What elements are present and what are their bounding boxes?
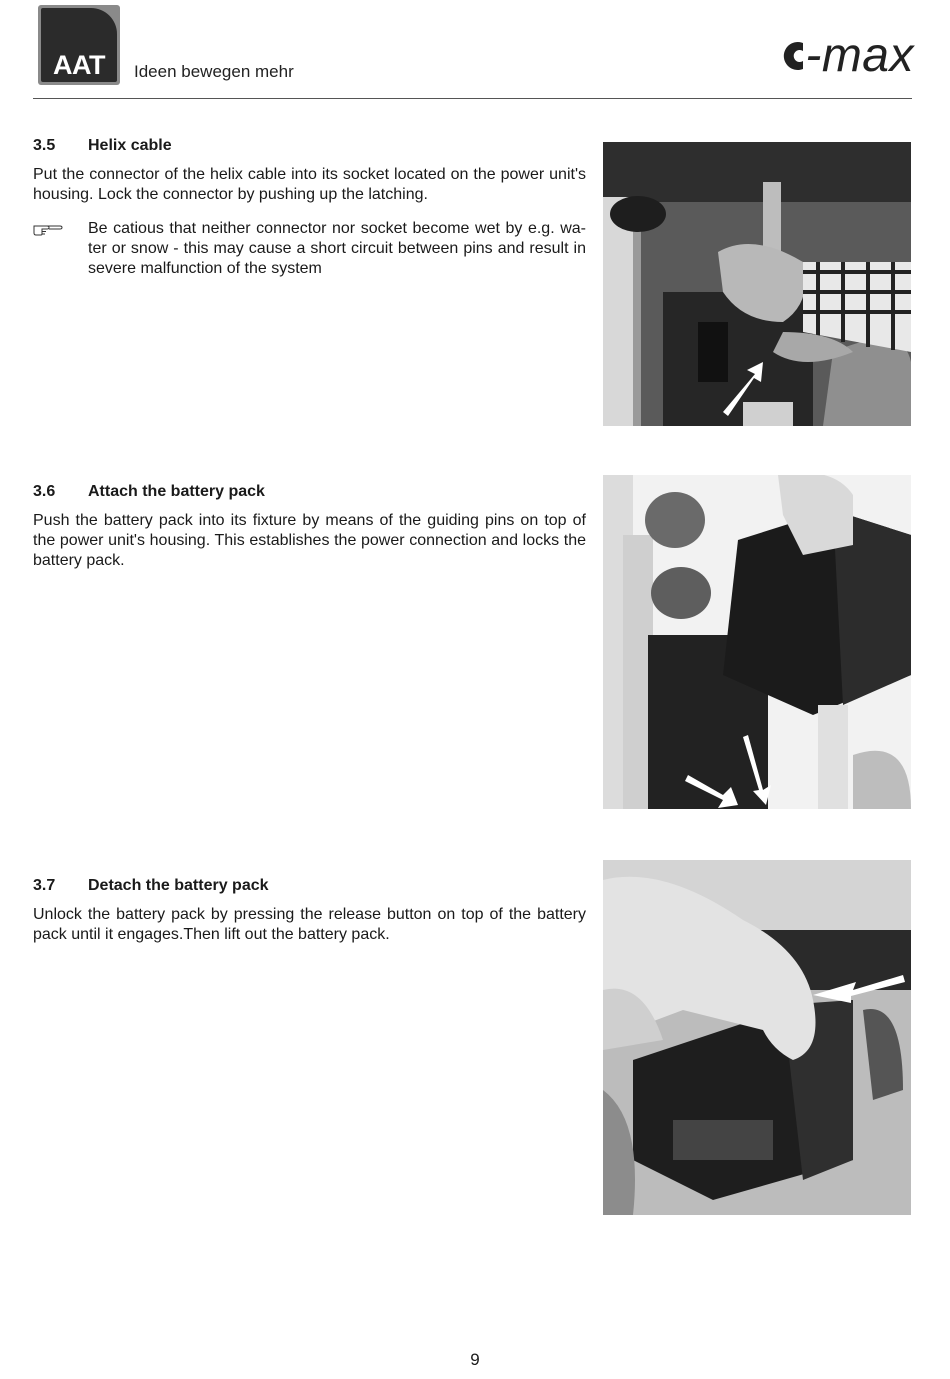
section-heading [33, 137, 586, 155]
section-attach-battery [33, 483, 586, 571]
brand-text: -max [805, 29, 914, 82]
header-divider [33, 98, 912, 99]
section-body: Put the connector of the helix cable into its socket located on the power unit's housing. Lock the connector by pushing up the latching. [33, 166, 586, 203]
section-title: Detach the battery pack [88, 877, 269, 894]
section-number: 3.6 [33, 483, 56, 500]
photo-helix-cable [603, 142, 911, 426]
page-number: 9 [470, 1350, 480, 1369]
brand-logo [779, 30, 914, 82]
section-heading [33, 877, 586, 895]
section-number: 3.5 [33, 137, 56, 154]
section-helix-cable [33, 137, 586, 279]
section-heading [33, 483, 586, 501]
tagline: Ideen bewegen mehr [134, 62, 294, 81]
section-body: Push the battery pack into its fixture by means of the guiding pins on top of the power unit's housing. This establishes the power connection and locks the battery pack. [33, 512, 586, 569]
note-text: Be catious that neither connector nor socket become wet by e.g. wa-ter or snow - this may cause a short circuit between pins and result in severe malfunction of the system [88, 220, 586, 277]
section-detach-battery [33, 877, 586, 945]
photo-attach-battery [603, 475, 911, 809]
section-body: Unlock the battery pack by pressing the release button on top of the battery pack until it engages.Then lift out the battery pack. [33, 906, 586, 943]
pointing-hand-icon [33, 219, 88, 279]
section-title: Attach the battery pack [88, 483, 265, 500]
c-mark-icon [779, 39, 805, 73]
aat-logo [38, 5, 120, 85]
photo-detach-battery [603, 860, 911, 1215]
note [33, 219, 586, 279]
section-title: Helix cable [88, 137, 172, 154]
section-number: 3.7 [33, 877, 56, 894]
logo-text: AAT [53, 50, 105, 80]
